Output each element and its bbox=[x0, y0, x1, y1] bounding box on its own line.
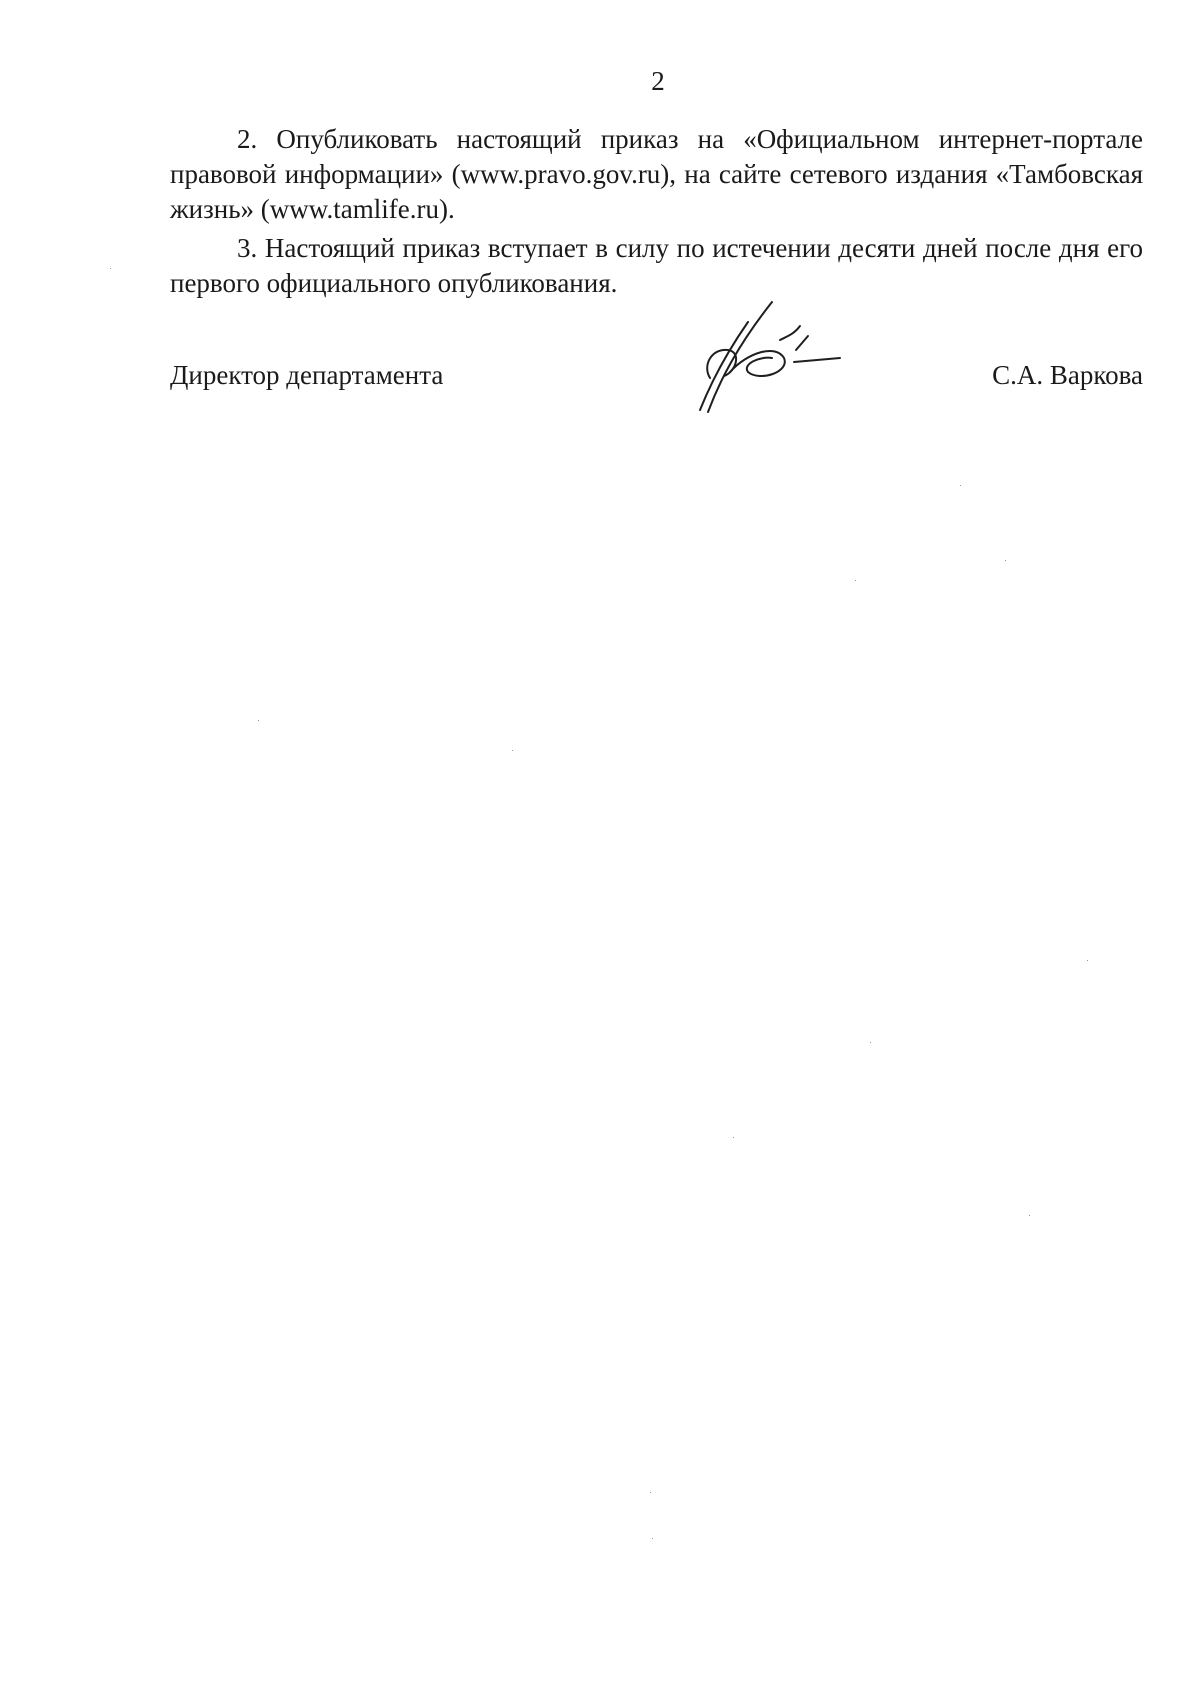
document-body bbox=[170, 122, 1143, 301]
scan-speck bbox=[1005, 560, 1006, 561]
signature-block bbox=[170, 358, 1143, 398]
signer-name: С.А. Варкова bbox=[992, 360, 1143, 390]
handwritten-signature-icon bbox=[690, 300, 860, 418]
scan-speck bbox=[110, 268, 111, 269]
paragraph-publication: 2. Опубликовать настоящий приказ на «Официальном интернет-портале правовой информации» (www.pravo.gov.ru), на сайте сетевого издания «Тамбовская жизнь» (www.tamlife.ru). bbox=[170, 124, 1143, 224]
scan-speck bbox=[1029, 1215, 1030, 1216]
scan-speck bbox=[870, 1042, 871, 1043]
scan-speck bbox=[258, 720, 259, 721]
paragraph-effective-date: 3. Настоящий приказ вступает в силу по истечении десяти дней после дня его первого официального опубликования. bbox=[170, 233, 1143, 298]
scan-speck bbox=[733, 1137, 734, 1138]
scan-speck bbox=[960, 485, 961, 486]
scan-speck bbox=[1087, 960, 1088, 961]
scan-speck bbox=[652, 1538, 653, 1539]
scan-speck bbox=[650, 1492, 651, 1493]
page-number: 2 bbox=[651, 66, 665, 96]
scan-speck bbox=[855, 580, 856, 581]
signer-position: Директор департамента bbox=[170, 360, 444, 390]
scan-speck bbox=[512, 750, 513, 751]
